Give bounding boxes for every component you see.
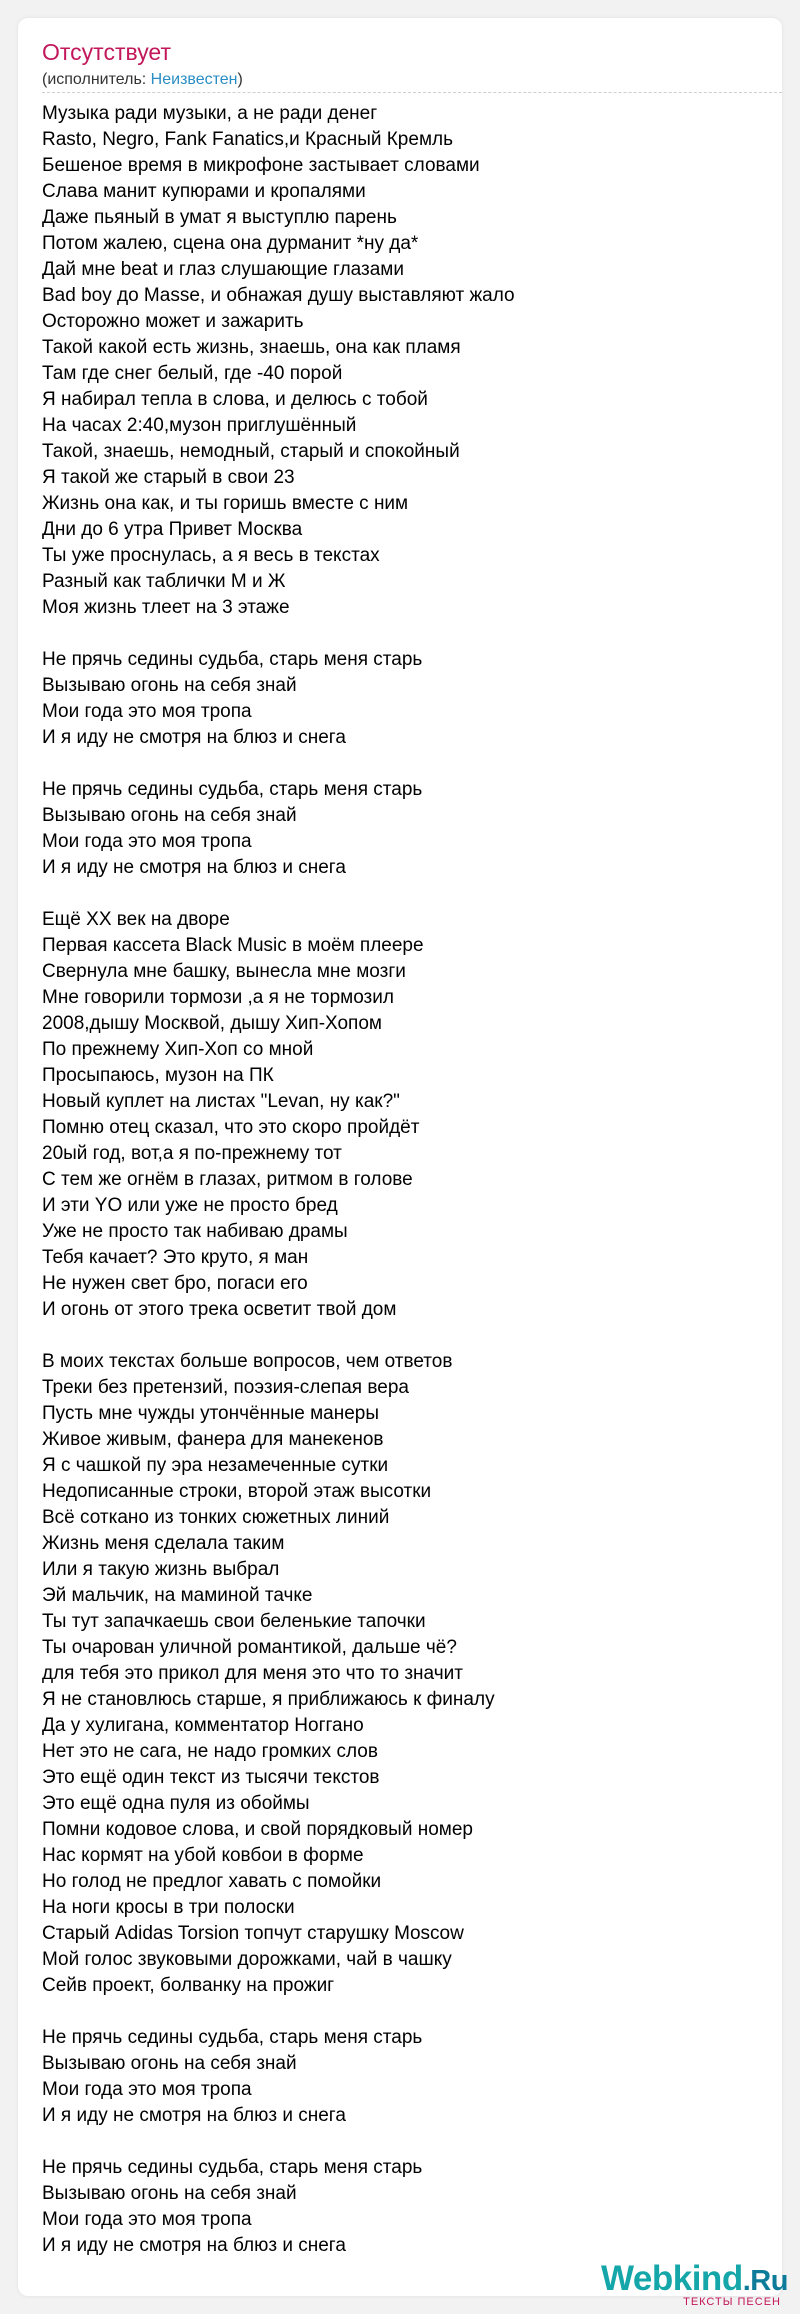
- lyric-blank-line: [42, 1999, 772, 2025]
- lyric-line: И я иду не смотря на блюз и снега: [42, 2235, 346, 2256]
- lyric-line: Мои года это моя тропа: [42, 2209, 252, 2230]
- lyric-line: На часах 2:40,музон приглушённый: [42, 415, 357, 436]
- lyric-line: 2008,дышу Москвой, дышу Хип-Хопом: [42, 1013, 382, 1034]
- lyric-line: Слава манит купюрами и кропалями: [42, 181, 366, 202]
- lyric-line: Моя жизнь тлеет на 3 этаже: [42, 597, 290, 618]
- lyric-line: для тебя это прикол для меня это что то значит: [42, 1663, 463, 1684]
- lyric-line: Эй мальчик, на маминой тачке: [42, 1585, 313, 1606]
- artist-suffix: ): [237, 71, 243, 88]
- lyric-line: Не прячь седины судьба, старь меня старь: [42, 2157, 423, 2178]
- lyric-line: Не прячь седины судьба, старь меня старь: [42, 779, 423, 800]
- lyric-line: Жизнь меня сделала таким: [42, 1533, 285, 1554]
- lyric-line: Разный как таблички М и Ж: [42, 571, 286, 592]
- lyric-line: И огонь от этого трека осветит твой дом: [42, 1299, 397, 1320]
- lyric-line: В моих текстах больше вопросов, чем ответов: [42, 1351, 453, 1372]
- lyric-line: Нет это не сага, не надо громких слов: [42, 1741, 378, 1762]
- lyric-line: Свернула мне башку, вынесла мне мозги: [42, 961, 406, 982]
- lyric-line: Но голод не предлог хавать с помойки: [42, 1871, 382, 1892]
- lyric-line: Я не становлюсь старше, я приближаюсь к финалу: [42, 1689, 495, 1710]
- lyric-line: Просыпаюсь, музон на ПК: [42, 1065, 274, 1086]
- lyric-line: И я иду не смотря на блюз и снега: [42, 727, 346, 748]
- lyric-line: Это ещё один текст из тысячи текстов: [42, 1767, 380, 1788]
- divider: [42, 92, 782, 93]
- lyric-line: Это ещё одна пуля из обоймы: [42, 1793, 310, 1814]
- lyric-line: Уже не просто так набиваю драмы: [42, 1221, 348, 1242]
- lyric-line: Музыка ради музыки, а не ради денег: [42, 103, 378, 124]
- lyric-line: По прежнему Хип-Хоп со мной: [42, 1039, 314, 1060]
- lyric-line: Потом жалею, сцена она дурманит *ну да*: [42, 233, 419, 254]
- webkind-logo[interactable]: [601, 2259, 788, 2310]
- lyric-line: Старый Adidas Torsion топчут старушку Moscow: [42, 1923, 464, 1944]
- lyric-line: С тем же огнём в глазах, ритмом в голове: [42, 1169, 413, 1190]
- lyric-blank-line: [42, 2129, 772, 2155]
- lyric-line: 20ый год, вот,а я по-прежнему тот: [42, 1143, 342, 1164]
- lyric-line: Дни до 6 утра Привет Москва: [42, 519, 303, 540]
- lyric-line: Пусть мне чужды утончённые манеры: [42, 1403, 379, 1424]
- lyric-line: Не нужен свет бро, погаси его: [42, 1273, 308, 1294]
- lyric-line: Вызываю огонь на себя знай: [42, 2053, 297, 2074]
- lyric-line: Живое живым, фанера для манекенов: [42, 1429, 384, 1450]
- lyrics-card: [18, 18, 788, 2308]
- lyric-line: И я иду не смотря на блюз и снега: [42, 2105, 346, 2126]
- lyric-line: Мой голос звуковыми дорожками, чай в чашку: [42, 1949, 452, 1970]
- lyric-line: Не прячь седины судьба, старь меня старь: [42, 2027, 423, 2048]
- lyric-line: Вызываю огонь на себя знай: [42, 805, 297, 826]
- lyric-line: Новый куплет на листах "Levan, ну как?": [42, 1091, 400, 1112]
- lyric-line: Нас кормят на убой ковбои в форме: [42, 1845, 364, 1866]
- lyric-line: Недописанные строки, второй этаж высотки: [42, 1481, 432, 1502]
- lyric-line: Такой какой есть жизнь, знаешь, она как пламя: [42, 337, 461, 358]
- lyric-line: Я такой же старый в свои 23: [42, 467, 295, 488]
- artist-prefix: (исполнитель:: [42, 71, 151, 88]
- lyric-line: Мои года это моя тропа: [42, 2079, 252, 2100]
- lyric-line: Треки без претензий, поэзия-слепая вера: [42, 1377, 409, 1398]
- lyrics-body: [42, 101, 772, 2259]
- lyric-line: И я иду не смотря на блюз и снега: [42, 857, 346, 878]
- lyric-line: И эти YO или уже не просто бред: [42, 1195, 338, 1216]
- lyric-line: Всё соткано из тонких сюжетных линий: [42, 1507, 390, 1528]
- lyric-line: Мои года это моя тропа: [42, 701, 252, 722]
- lyric-line: Bad boy до Masse, и обнажая душу выставляют жало: [42, 285, 515, 306]
- lyric-line: Я с чашкой пу эра незамеченные сутки: [42, 1455, 389, 1476]
- logo-wordmark: [601, 2259, 788, 2300]
- lyric-line: Там где снег белый, где -40 порой: [42, 363, 343, 384]
- lyric-line: Мои года это моя тропа: [42, 831, 252, 852]
- lyric-line: Ты уже проснулась, а я весь в текстах: [42, 545, 380, 566]
- lyric-line: Бешеное время в микрофоне застывает словами: [42, 155, 480, 176]
- song-title: Отсутствует: [42, 39, 171, 65]
- lyric-line: Осторожно может и зажарить: [42, 311, 304, 332]
- logo-main-text: Webkind: [601, 2259, 743, 2298]
- lyric-line: Да у хулигана, комментатор Ноггано: [42, 1715, 364, 1736]
- lyric-line: Дай мне beat и глаз слушающие глазами: [42, 259, 404, 280]
- logo-tagline: ТЕКСТЫ ПЕСЕН: [683, 2296, 781, 2308]
- lyric-line: Я набирал тепла в слова, и делюсь с тобой: [42, 389, 428, 410]
- lyric-blank-line: [42, 1323, 772, 1349]
- lyric-line: Сейв проект, болванку на прожиг: [42, 1975, 335, 1996]
- lyric-line: Помни кодовое слова, и свой порядковый номер: [42, 1819, 473, 1840]
- lyric-line: Жизнь она как, и ты горишь вместе с ним: [42, 493, 409, 514]
- lyric-line: Ты очарован уличной романтикой, дальше чё?: [42, 1637, 457, 1658]
- lyric-line: Первая кассета Black Music в моём плеере: [42, 935, 424, 956]
- lyric-line: Или я такую жизнь выбрал: [42, 1559, 280, 1580]
- lyric-line: Ещё XX век на дворе: [42, 909, 230, 930]
- lyric-blank-line: [42, 751, 772, 777]
- artist-link[interactable]: Неизвестен: [150, 71, 238, 88]
- lyric-line: Даже пьяный в умат я выступлю парень: [42, 207, 397, 228]
- logo-suffix-text: .Ru: [742, 2265, 788, 2297]
- lyric-line: Такой, знаешь, немодный, старый и спокойный: [42, 441, 460, 462]
- lyric-line: Тебя качает? Это круто, я ман: [42, 1247, 309, 1268]
- lyric-line: Вызываю огонь на себя знай: [42, 675, 297, 696]
- lyric-line: Ты тут запачкаешь свои беленькие тапочки: [42, 1611, 426, 1632]
- lyric-line: Rasto, Negro, Fank Fanatics,и Красный Кремль: [42, 129, 453, 150]
- lyric-line: Не прячь седины судьба, старь меня старь: [42, 649, 423, 670]
- artist-line: [42, 70, 243, 90]
- lyric-blank-line: [42, 621, 772, 647]
- lyric-line: Помню отец сказал, что это скоро пройдёт: [42, 1117, 420, 1138]
- lyric-blank-line: [42, 881, 772, 907]
- lyric-line: Мне говорили тормози ,а я не тормозил: [42, 987, 394, 1008]
- lyric-line: Вызываю огонь на себя знай: [42, 2183, 297, 2204]
- lyric-line: На ноги кросы в три полоски: [42, 1897, 295, 1918]
